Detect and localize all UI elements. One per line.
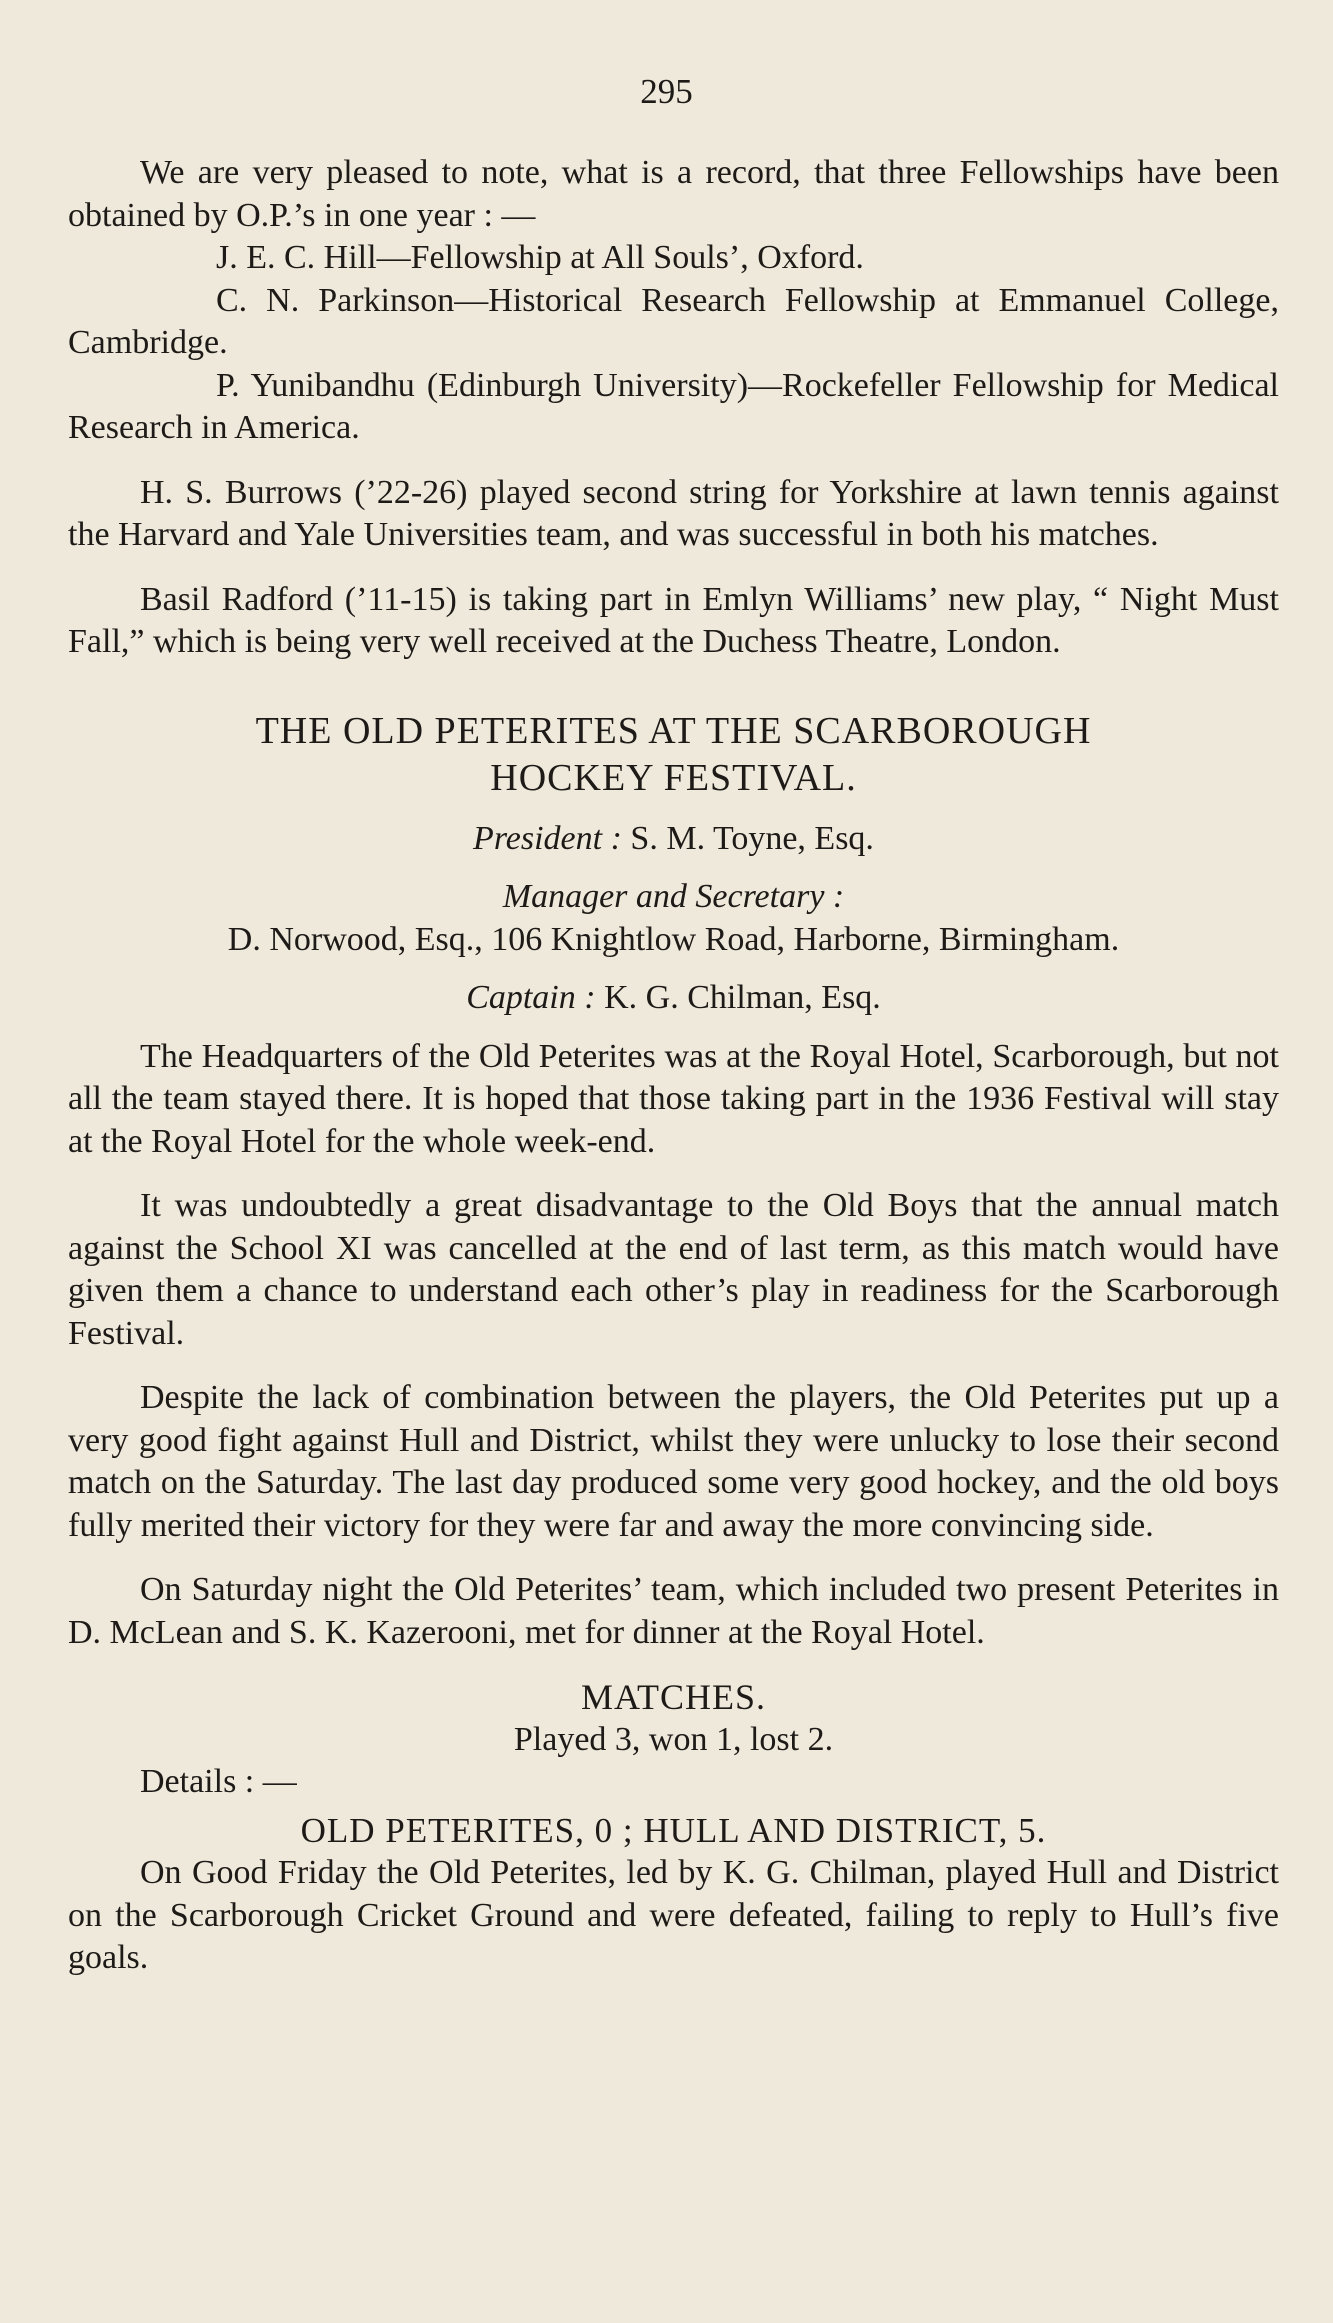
page-content bbox=[68, 152, 1279, 1980]
intro-paragraph: We are very pleased to note, what is a record, that three Fellowships have been obtained by O.P.’s in one year : — bbox=[68, 154, 1279, 234]
festival-paragraph: It was undoubtedly a great disadvantage to the Old Boys that the annual match against the School XI was cancelled at the end of last term, as this match would have given them a chance to understand each other’s play in readiness for the Scarborough Festival. bbox=[68, 1187, 1279, 1352]
festival-paragraph: On Saturday night the Old Peterites’ team, which included two present Peterites in D. McLean and S. K. Kazerooni, met for dinner at the Royal Hotel. bbox=[68, 1571, 1279, 1651]
president-label: President : bbox=[473, 819, 622, 857]
match-paragraph: On Good Friday the Old Peterites, led by K. G. Chilman, played Hull and District on the Scarborough Cricket Ground and were defeated, failing to reply to Hull’s five goals. bbox=[68, 1854, 1279, 1976]
matches-summary: Played 3, won 1, lost 2. bbox=[513, 1720, 834, 1758]
festival-heading-line: HOCKEY FESTIVAL. bbox=[490, 756, 857, 799]
festival-heading bbox=[68, 708, 1279, 802]
manager-address: D. Norwood, Esq., 106 Knightlow Road, Harborne, Birmingham. bbox=[227, 920, 1120, 958]
details-label: Details : — bbox=[140, 1763, 297, 1800]
president-line bbox=[68, 818, 1279, 861]
news-paragraph: H. S. Burrows (’22-26) played second string for Yorkshire at lawn tennis against the Harvard and Yale Universities team, and was successful in both his matches. bbox=[68, 473, 1279, 553]
captain-line bbox=[68, 977, 1279, 1020]
matches-heading: MATCHES. bbox=[580, 1677, 767, 1717]
fellowship-item: C. N. Parkinson—Historical Research Fellowship at Emmanuel College, Cambridge. bbox=[68, 281, 1279, 361]
news-paragraph: Basil Radford (’11-15) is taking part in Emlyn Williams’ new play, “ Night Must Fall,” which is being very well received at the Duchess Theatre, London. bbox=[68, 580, 1279, 660]
president-name: S. M. Toyne, Esq. bbox=[630, 819, 874, 857]
page-number: 295 bbox=[640, 72, 693, 111]
fellowship-item: J. E. C. Hill—Fellowship at All Souls’, Oxford. bbox=[216, 239, 864, 276]
fellowship-item: P. Yunibandhu (Edinburgh University)—Rockefeller Fellowship for Medical Research in America. bbox=[68, 366, 1279, 446]
festival-heading-line: THE OLD PETERITES AT THE SCARBOROUGH bbox=[255, 709, 1092, 752]
manager-label: Manager and Secretary : bbox=[502, 878, 845, 915]
captain-name: K. G. Chilman, Esq. bbox=[604, 979, 881, 1016]
match-heading: OLD PETERITES, 0 ; HULL AND DISTRICT, 5. bbox=[300, 1810, 1047, 1850]
captain-label: Captain : bbox=[466, 979, 596, 1016]
festival-paragraph: The Headquarters of the Old Peterites was at the Royal Hotel, Scarborough, but not all the team stayed there. It is hoped that those taking part in the 1936 Festival will stay at the Royal Hotel for the whole week-end. bbox=[68, 1037, 1279, 1160]
festival-paragraph: Despite the lack of combination between the players, the Old Peterites put up a very good fight against Hull and District, whilst they were unlucky to lose their second match on the Saturday. The last day produced some very good hockey, and the old boys fully merited their victory for they were far and away the more convincing side. bbox=[68, 1379, 1279, 1544]
